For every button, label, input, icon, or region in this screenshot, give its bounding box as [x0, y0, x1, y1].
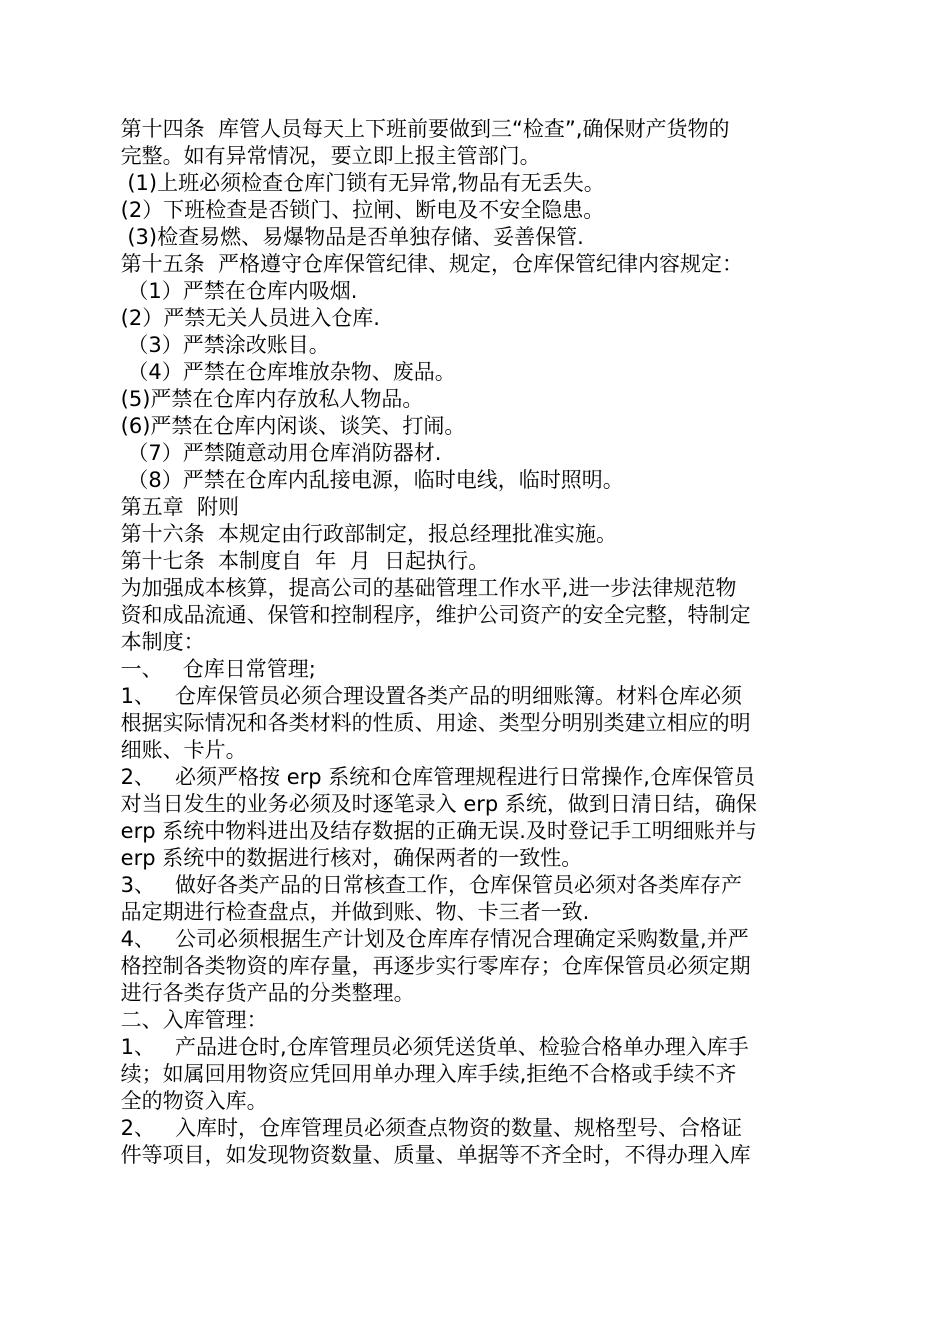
text-line-28: erp 系统中的数据进行核对，确保两者的一致性。 — [114, 846, 583, 870]
text-line-10: （4）严禁在仓库堆放杂物、废品。 — [114, 360, 456, 384]
text-line-13: （7）严禁随意动用仓库消防器材. — [114, 441, 442, 465]
text-line-34: 二、入库管理： — [114, 1008, 268, 1032]
text-line-26: 对当日发生的业务必须及时逐笔录入 erp 系统，做到日清日结，确保 — [114, 792, 757, 816]
text-line-16: 第十六条 本规定由行政部制定，报总经理批准实施。 — [114, 522, 618, 546]
text-line-19: 资和成品流通、保管和控制程序，维护公司资产的安全完整，特制定 — [114, 603, 751, 627]
text-line-8: (2）严禁无关人员进入仓库. — [114, 306, 380, 330]
document-page — [114, 116, 840, 1169]
text-line-5: (3)检查易燃、易爆物品是否单独存储、妥善保管. — [114, 225, 584, 249]
text-line-17: 第十七条 本制度自 年 月 日起执行。 — [114, 549, 490, 573]
text-line-39: 件等项目，如发现物资数量、质量、单据等不齐全时，不得办理入库 — [114, 1143, 751, 1167]
text-line-30: 品定期进行检查盘点，并做到账、物、卡三者一致. — [114, 900, 590, 924]
text-line-7: （1）严禁在仓库内吸烟. — [114, 279, 358, 303]
text-line-21: 一、 仓库日常管理; — [114, 657, 316, 681]
text-line-15: 第五章 附则 — [114, 495, 240, 519]
text-line-24: 细账、卡片。 — [114, 738, 247, 762]
text-line-6: 第十五条 严格遵守仓库保管纪律、规定，仓库保管纪律内容规定： — [114, 252, 744, 276]
text-line-38: 2、 入库时，仓库管理员必须查点物资的数量、规格型号、合格证 — [114, 1116, 743, 1140]
text-line-32: 格控制各类物资的库存量，再逐步实行零库存；仓库保管员必须定期 — [114, 954, 751, 978]
text-line-9: （3）严禁涂改账目。 — [114, 333, 330, 357]
text-line-2: 完整。如有异常情况，要立即上报主管部门。 — [114, 144, 541, 168]
text-line-12: (6)严禁在仓库内闲谈、谈笑、打闹。 — [114, 414, 466, 438]
text-line-25: 2、 必须严格按 erp 系统和仓库管理规程进行日常操作,仓库保管员 — [114, 765, 755, 789]
text-line-20: 本制度： — [114, 630, 205, 654]
text-line-3: (1)上班必须检查仓库门锁有无异常,物品有无丢失。 — [114, 171, 605, 195]
text-line-37: 全的物资入库。 — [114, 1089, 268, 1113]
text-line-35: 1、 产品进仓时,仓库管理员必须凭送货单、检验合格单办理入库手 — [114, 1035, 749, 1059]
text-line-22: 1、 仓库保管员必须合理设置各类产品的明细账簿。材料仓库必须 — [114, 684, 743, 708]
text-line-29: 3、 做好各类产品的日常核查工作，仓库保管员必须对各类库存产 — [114, 873, 743, 897]
text-line-36: 续；如属回用物资应凭回用单办理入库手续,拒绝不合格或手续不齐 — [114, 1062, 737, 1086]
text-line-18: 为加强成本核算，提高公司的基础管理工作水平,进一步法律规范物 — [114, 576, 737, 600]
text-line-23: 根据实际情况和各类材料的性质、用途、类型分明别类建立相应的明 — [114, 711, 751, 735]
text-line-31: 4、 公司必须根据生产计划及仓库库存情况合理确定采购数量,并严 — [114, 927, 749, 951]
text-line-14: （8）严禁在仓库内乱接电源，临时电线，临时照明。 — [114, 468, 624, 492]
text-line-1: 第十四条 库管人员每天上下班前要做到三“检查”,确保财产货物的 — [114, 117, 730, 141]
text-line-4: (2）下班检查是否锁门、拉闸、断电及不安全隐患。 — [114, 198, 605, 222]
text-line-11: (5)严禁在仓库内存放私人物品。 — [114, 387, 424, 411]
text-line-33: 进行各类存货产品的分类整理。 — [114, 981, 415, 1005]
text-line-27: erp 系统中物料进出及结存数据的正确无误.及时登记手工明细账并与 — [114, 819, 757, 843]
